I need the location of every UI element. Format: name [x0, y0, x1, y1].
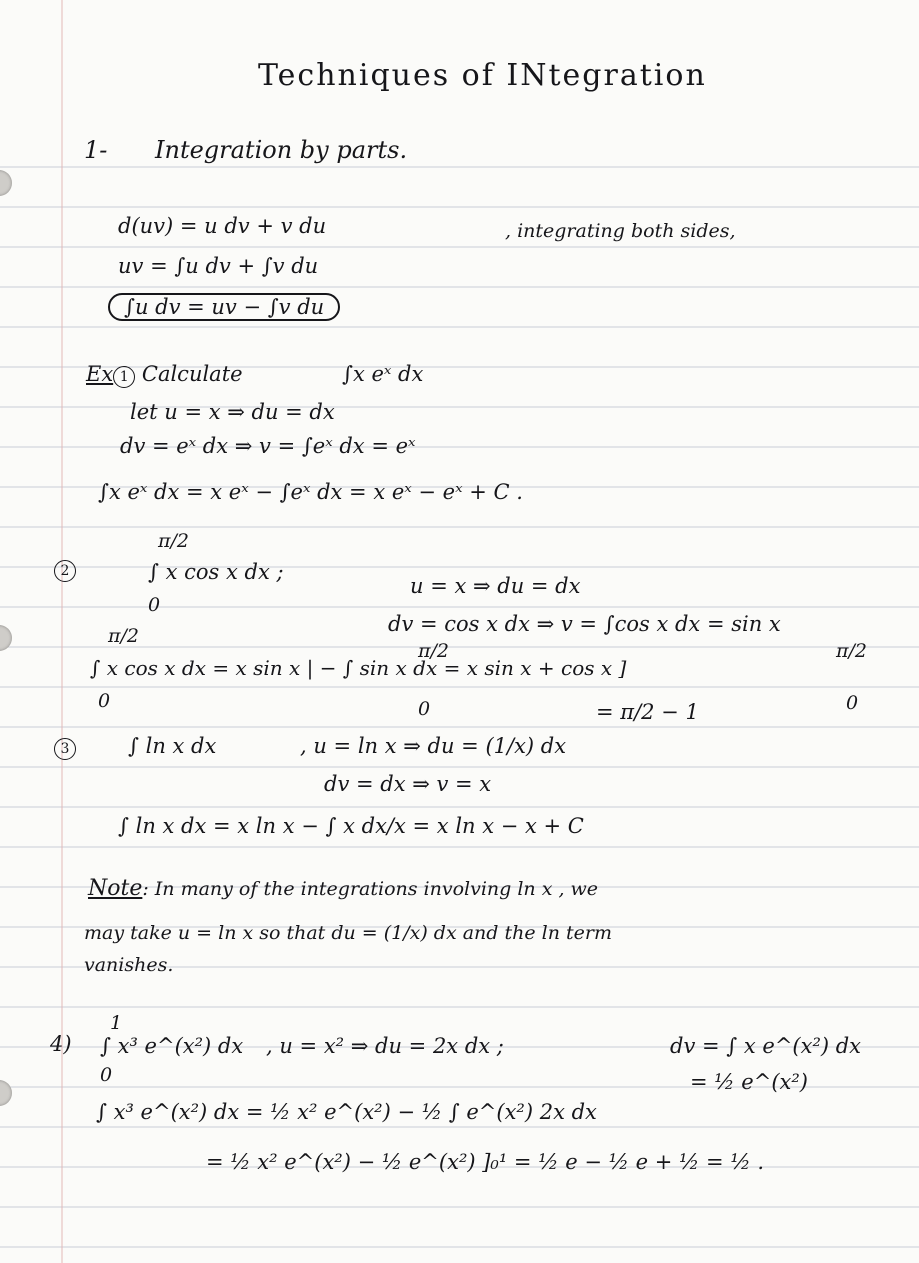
ex2-number-wrap [54, 560, 76, 582]
ex4-integral: ∫ x³ e^(x²) dx [100, 1034, 244, 1058]
ex1-number: 1 [113, 366, 135, 388]
integrated-line: uv = ∫u dv + ∫v du [118, 254, 319, 278]
ex1-integral: ∫x eˣ dx [342, 362, 424, 386]
ex3-sub-u: , u = ln x ⇒ du = (1/x) dx [300, 734, 567, 758]
note-text-1: : In many of the integrations involving ln x , we [142, 878, 599, 900]
ex1-prompt: Calculate [141, 362, 243, 386]
section-heading: Integration by parts. [155, 136, 408, 164]
ex2-sub-v: dv = cos x dx ⇒ v = ∫cos x dx = sin x [388, 612, 781, 636]
section-number: 1- [84, 136, 108, 164]
product-rule-line: d(uv) = u dv + v du [118, 214, 327, 238]
ex-label: Ex [86, 362, 114, 386]
ex3-integral: ∫ ln x dx [128, 734, 217, 758]
ex2-lower-limit-3: 0 [418, 698, 431, 720]
ex4-sub-u: , u = x² ⇒ du = 2x dx ; [266, 1034, 504, 1058]
ex1-sub-v: dv = eˣ dx ⇒ v = ∫eˣ dx = eˣ [120, 434, 416, 458]
ex2-upper-limit-3: π/2 [418, 640, 449, 662]
ex2-answer: = π/2 − 1 [596, 700, 699, 724]
ex4-line-1: ∫ x³ e^(x²) dx = ½ x² e^(x²) − ½ ∫ e^(x²) 2x dx [96, 1100, 597, 1124]
ex2-bracket-lower: 0 [846, 692, 859, 714]
note-line-3: vanishes. [84, 954, 174, 976]
ex2-work: ∫ x cos x dx = x sin x | − ∫ sin x dx = x sin x + cos x ] [90, 656, 627, 680]
ex2-upper-limit-2: π/2 [108, 625, 139, 647]
page-title: Techniques of INtegration [258, 58, 707, 93]
ex4-number: 4) [50, 1032, 72, 1056]
note-label: Note [88, 876, 143, 901]
integrating-note: , integrating both sides, [505, 220, 736, 242]
ex3-sub-v: dv = dx ⇒ v = x [324, 772, 492, 796]
ex1-sub-u: let u = x ⇒ du = dx [130, 400, 335, 424]
ex4-lower-limit: 0 [100, 1064, 113, 1086]
ex3-result: ∫ ln x dx = x ln x − ∫ x dx/x = x ln x − x + C [118, 814, 584, 838]
ex2-sub-u: u = x ⇒ du = dx [410, 574, 581, 598]
ex1-result: ∫x eˣ dx = x eˣ − ∫eˣ dx = x eˣ − eˣ + C . [98, 480, 523, 504]
ex2-upper-limit: π/2 [158, 530, 189, 552]
ex2-lower-limit-2: 0 [98, 690, 111, 712]
boxed-parts-formula: ∫u dv = uv − ∫v du [108, 293, 340, 321]
ex3-number: 3 [54, 738, 76, 760]
ex2-number: 2 [54, 560, 76, 582]
note-line-1 [88, 876, 598, 901]
ex4-upper-limit: 1 [110, 1012, 123, 1034]
ex3-number-wrap [54, 738, 76, 760]
ex2-lower-limit: 0 [148, 594, 161, 616]
note-line-2: may take u = ln x so that du = (1/x) dx and the ln term [84, 922, 612, 944]
ex4-sub-v2: = ½ e^(x²) [690, 1070, 808, 1094]
ex2-bracket-upper: π/2 [836, 640, 867, 662]
ex4-line-2: = ½ x² e^(x²) − ½ e^(x²) ]₀¹ = ½ e − ½ e + ½ = ½ . [206, 1150, 765, 1174]
ex4-sub-v: dv = ∫ x e^(x²) dx [670, 1034, 862, 1058]
ex1-header [86, 362, 243, 388]
ex2-integral: ∫ x cos x dx ; [148, 560, 284, 584]
